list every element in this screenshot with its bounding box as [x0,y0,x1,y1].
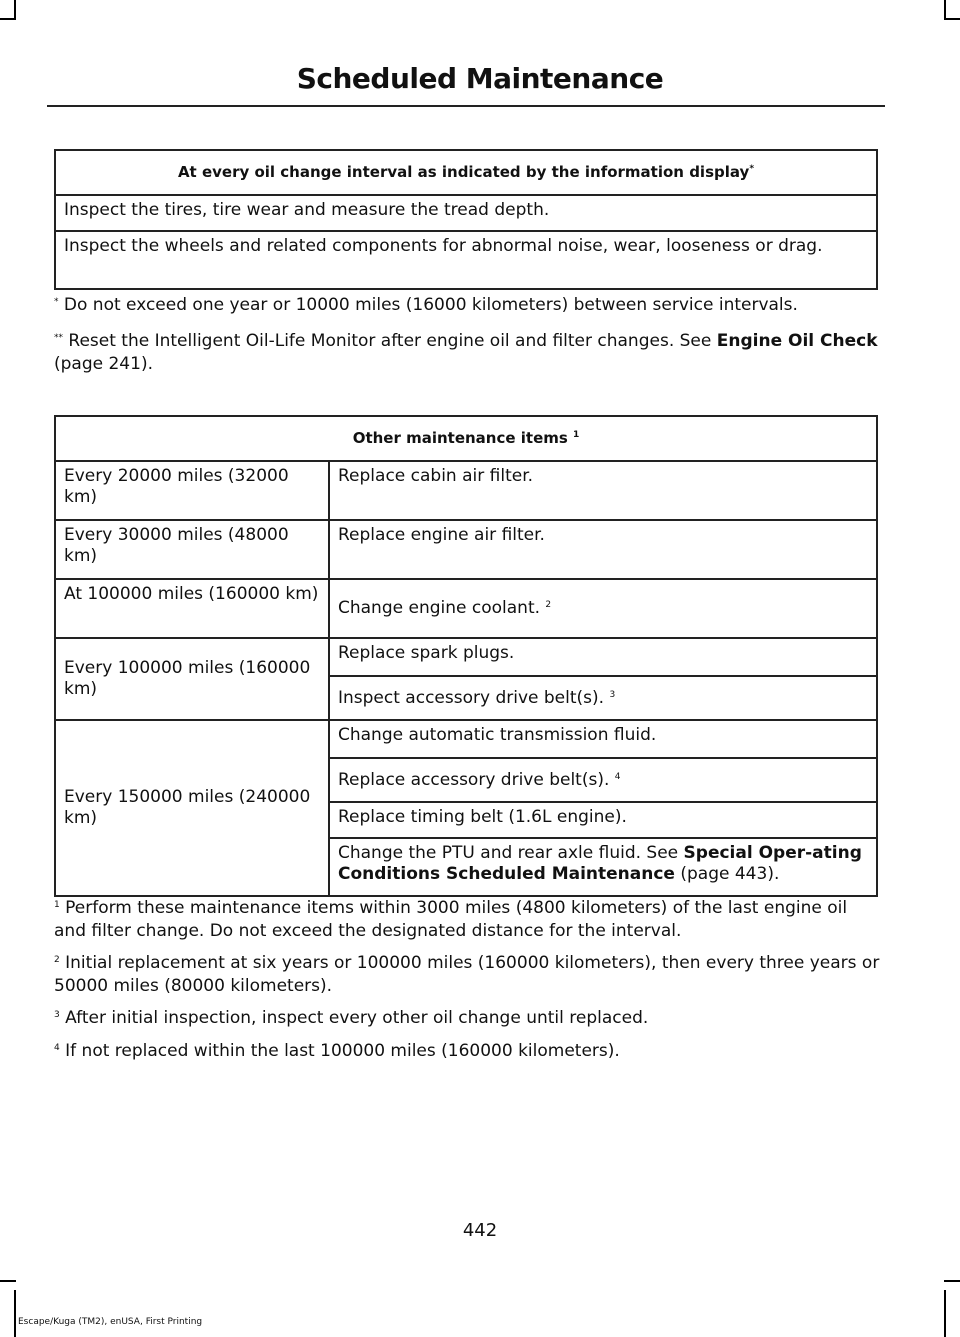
table-row [55,638,877,676]
task-cell: Replace cabin air filter. [329,461,877,520]
crop-mark [944,18,960,20]
footnote: $^3$ After initial inspection, inspect every other oil change until replaced. [54,1008,649,1028]
crop-mark [944,0,946,20]
interval-cell: At 100000 miles (160000 km) [55,579,329,638]
crop-mark [0,1280,16,1282]
table-row: Inspect the tires, tire wear and measure the tread depth. [55,195,877,231]
crop-mark [0,18,16,20]
table-row [55,520,877,579]
oil-change-interval-table [54,149,878,290]
table-row: Inspect the wheels and related components for abnormal noise, wear, looseness or drag. [55,231,877,289]
crop-mark [944,1290,946,1337]
interval-cell: Every 100000 miles (160000 km) [55,638,329,720]
table-row [55,720,877,758]
crop-mark [14,1290,16,1337]
header-divider [47,105,885,107]
table-row [55,461,877,520]
footnote: $^4$ If not replaced within the last 100000 miles (160000 kilometers). [54,1041,620,1061]
page-title: Scheduled Maintenance [296,62,664,95]
task-cell: Replace accessory drive belt(s). $^4$ [329,758,877,802]
interval-cell: Every 30000 miles (48000 km) [55,520,329,579]
cross-reference-link[interactable]: Special Oper-ating Conditions Scheduled Maintenance [338,843,862,884]
task-cell: Change engine coolant. $^2$ [329,579,877,638]
page-number: 442 [462,1220,498,1241]
table-heading: At every oil change interval as indicated by the information display* [55,150,877,195]
task-cell: Replace engine air filter. [329,520,877,579]
footnote: $^1$ Perform these maintenance items within 3000 miles (4800 kilometers) of the last engine oil and filter change. Do not exceed the designated distance for the interval. [54,898,848,941]
footnote: ** Reset the Intelligent Oil-Life Monitor after engine oil and filter changes. See Engine Oil Check (page 241). [54,331,878,374]
crop-mark [14,0,16,20]
crop-mark [944,1280,960,1282]
footnote: * Do not exceed one year or 10000 miles (16000 kilometers) between service intervals. [54,295,798,315]
task-cell: Change the PTU and rear axle fluid. See Special Oper-ating Conditions Scheduled Maintenance (page 443). [329,838,877,896]
table-row [55,579,877,638]
task-cell: Inspect accessory drive belt(s). $^3$ [329,676,877,720]
task-cell: Replace spark plugs. [329,638,877,676]
task-cell: Change automatic transmission fluid. [329,720,877,758]
table-heading: Other maintenance items $^1$ [55,416,877,461]
cross-reference-link[interactable]: Engine Oil Check [716,331,878,351]
footnote: $^2$ Initial replacement at six years or 100000 miles (160000 kilometers), then every three years or 50000 miles (80000 kilometers). [54,953,880,996]
task-cell: Replace timing belt (1.6L engine). [329,802,877,838]
other-maintenance-table [54,415,878,897]
interval-cell: Every 150000 miles (240000 km) [55,720,329,896]
interval-cell: Every 20000 miles (32000 km) [55,461,329,520]
footer-text: Escape/Kuga (TM2), enUSA, First Printing [18,1317,203,1327]
